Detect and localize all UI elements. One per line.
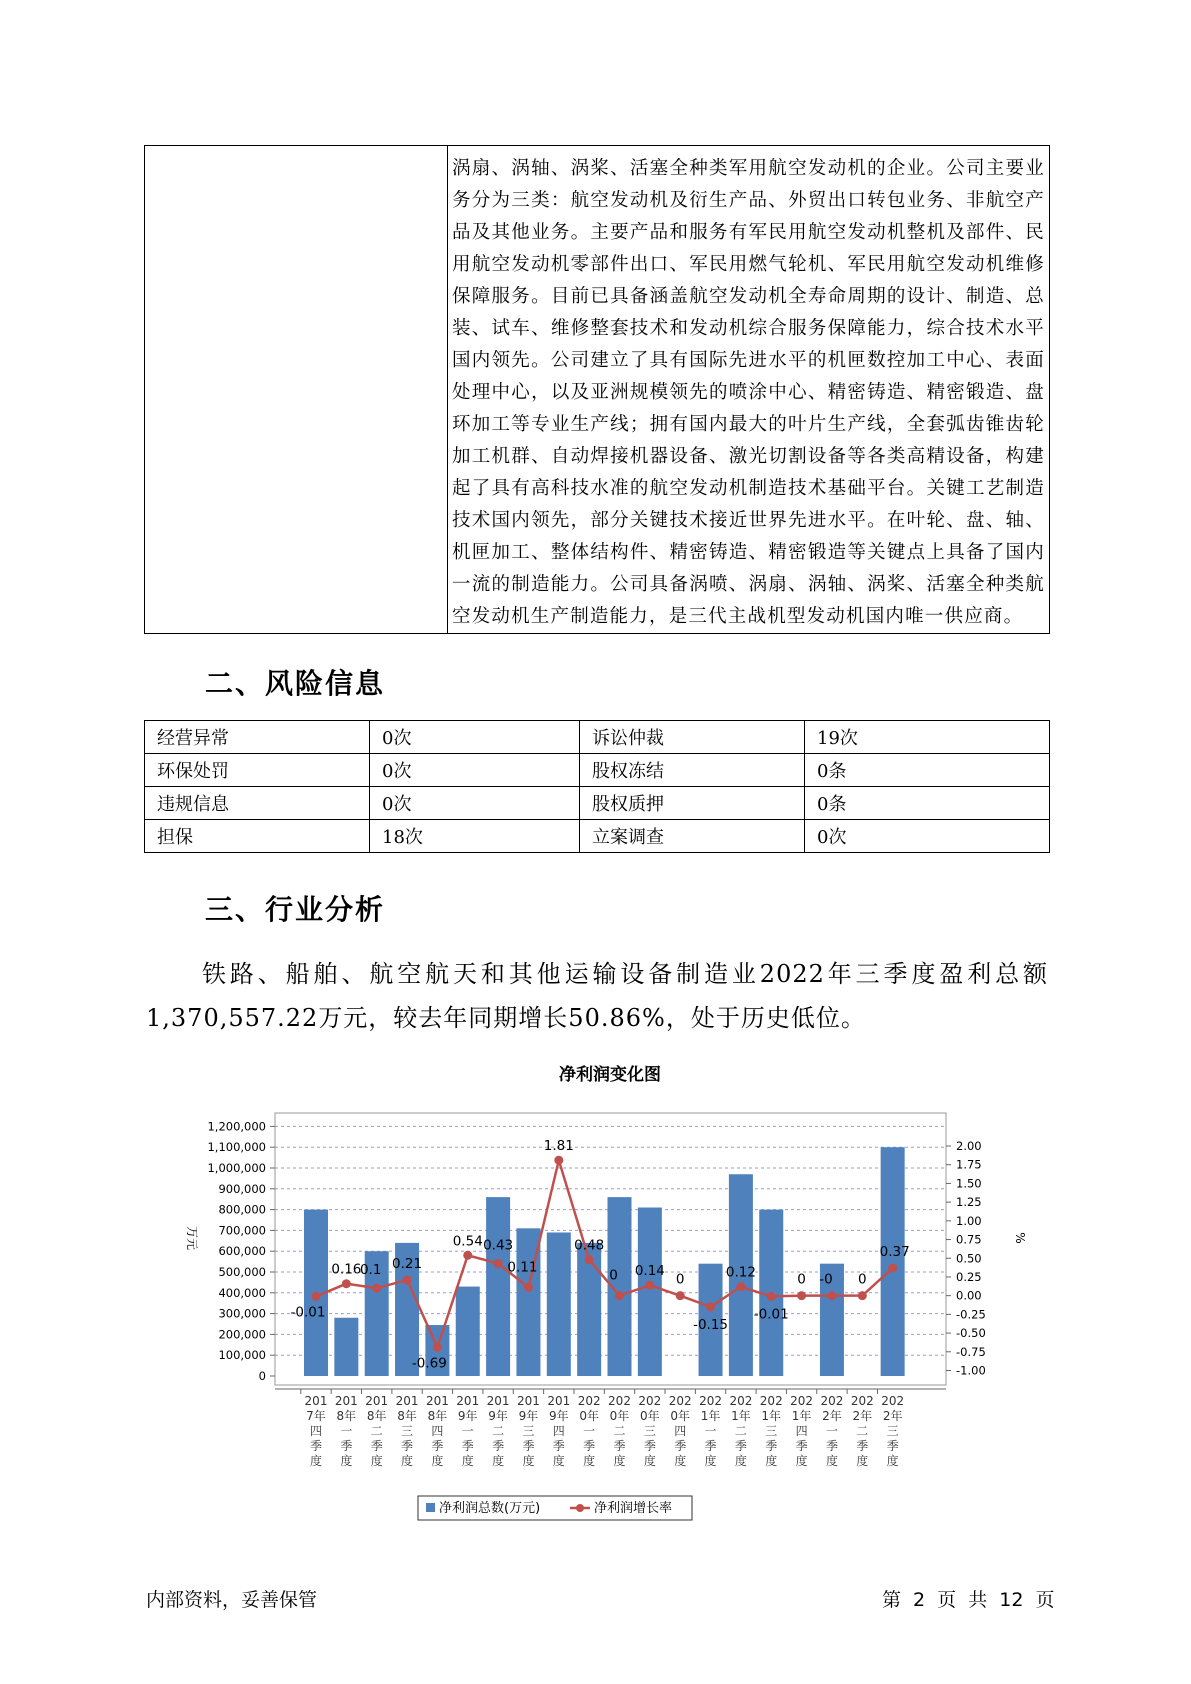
x-tick-label: 201 8年四季度	[425, 1394, 449, 1468]
x-tick-label: 201 9年四季度	[547, 1394, 571, 1468]
risk-label: 股权冻结	[580, 754, 805, 787]
intro-left-cell	[145, 146, 448, 634]
x-tick-label: 202 0年二季度	[608, 1394, 631, 1468]
x-tick-label: 202 1年三季度	[759, 1394, 783, 1468]
x-tick-label: 202 2年三季度	[881, 1394, 905, 1468]
growth-data-label: 0.11	[507, 1259, 538, 1276]
table-row	[145, 754, 1050, 787]
growth-data-label: 0	[609, 1267, 618, 1284]
y2-tick-label: 1.00	[956, 1213, 982, 1228]
growth-data-label: 1.81	[543, 1138, 574, 1155]
bar	[456, 1287, 480, 1376]
growth-point	[736, 1282, 745, 1291]
growth-data-label: 0.14	[634, 1263, 665, 1280]
growth-data-label: 0	[858, 1271, 867, 1288]
growth-data-label: -0	[819, 1271, 833, 1288]
footer-confidential: 内部资料，妥善保管	[146, 1589, 318, 1611]
y2-tick-label: 0.00	[956, 1288, 982, 1303]
x-tick-label: 202 2年一季度	[820, 1394, 844, 1468]
growth-data-label: 0.12	[725, 1264, 756, 1281]
growth-point	[524, 1283, 533, 1292]
growth-point	[494, 1259, 503, 1268]
growth-point	[858, 1291, 867, 1300]
y2-tick-label: 0.50	[956, 1251, 982, 1266]
x-tick-label: 201 8年一季度	[334, 1394, 358, 1468]
risk-label: 立案调查	[580, 820, 805, 853]
x-tick-label: 201 7年四季度	[304, 1394, 328, 1468]
y-tick-label: 1,200,000	[207, 1119, 266, 1134]
risk-value: 0次	[805, 820, 1050, 853]
y2-tick-label: 0.75	[956, 1232, 982, 1247]
y2-tick-label: 1.25	[956, 1195, 982, 1210]
x-tick-label: 202 0年一季度	[577, 1394, 601, 1468]
intro-right-cell	[448, 146, 1050, 634]
y-tick-label: 800,000	[218, 1202, 266, 1217]
chart-title: 净利润变化图	[559, 1065, 661, 1085]
risk-value: 0次	[370, 787, 580, 820]
growth-data-label: -0.01	[753, 1306, 789, 1323]
y-tick-label: 300,000	[218, 1306, 266, 1321]
y2-axis-label: %	[1013, 1232, 1027, 1244]
growth-data-label: 0.16	[331, 1261, 362, 1278]
bar	[547, 1232, 571, 1376]
company-intro-text: 涡扇、涡轴、涡桨、活塞全种类军用航空发动机的企业。公司主要业务分为三类：航空发动机及衍生产品、外贸出口转包业务、非航空产品及其他业务。主要产品和服务有军民用航空发动机整机及部件、民用航空发动机零部件出口、军民用燃气轮机、军民用航空发动机维修保障服务。目前已具备涵盖航空发动机全寿命周期的设计、制造、总装、试车、维修整套技术和发动机综合服务保障能力，综合技术水平国内领先。公司建立了具有国际先进水平的机匣数控加工中心、表面处理中心，以及亚洲规模领先的喷涂中心、精密铸造、精密锻造、盘环加工等专业生产线；拥有国内最大的叶片生产线，全套弧齿锥齿轮加工机群、自动焊接机器设备、激光切割设备等各类高精设备，构建起了具有高科技水准的航空发动机制造技术基础平台。关键工艺制造技术国内领先，部分关键技术接近世界先进水平。在叶轮、盘、轴、机匣加工、整体结构件、精密铸造、精密锻造等关键点上具备了国内一流的制造能力。公司具备涡喷、涡扇、涡轴、涡桨、活塞全种类航空发动机生产制造能力，是三代主战机型发动机国内唯一供应商。	[452, 158, 1045, 627]
table-row	[145, 721, 1050, 754]
table-row	[145, 787, 1050, 820]
y2-tick-label: -0.75	[956, 1344, 986, 1359]
growth-data-label: 0	[675, 1271, 685, 1288]
risk-label: 环保处罚	[145, 754, 370, 787]
y2-tick-label: 0.25	[956, 1269, 982, 1284]
legend-line-label: 净利润增长率	[594, 1501, 673, 1516]
growth-point	[676, 1291, 685, 1300]
risk-label: 违规信息	[145, 787, 370, 820]
section-title-risk: 二、风险信息	[205, 667, 386, 700]
growth-data-label: 0.37	[879, 1243, 910, 1260]
growth-point	[888, 1263, 897, 1272]
growth-data-label: -0.01	[290, 1304, 326, 1321]
risk-value: 0次	[370, 754, 580, 787]
growth-data-label: 0.1	[359, 1262, 382, 1279]
company-intro-table	[144, 145, 1050, 634]
y-tick-label: 1,000,000	[207, 1161, 266, 1175]
x-tick-label: 202 1年二季度	[729, 1394, 753, 1468]
y-axis-label: 万元	[185, 1225, 199, 1251]
risk-label: 诉讼仲裁	[580, 721, 805, 754]
x-tick-label: 201 9年二季度	[486, 1394, 510, 1468]
risk-label: 经营异常	[145, 721, 370, 754]
y-tick-label: 100,000	[218, 1348, 266, 1363]
growth-point	[797, 1291, 806, 1300]
growth-point	[312, 1292, 321, 1301]
y-tick-label: 200,000	[218, 1327, 266, 1342]
risk-value: 0次	[370, 721, 580, 754]
risk-value: 0条	[805, 754, 1050, 787]
y2-tick-label: -1.00	[956, 1363, 986, 1378]
x-tick-label: 201 8年三季度	[395, 1394, 419, 1468]
growth-data-label: 0.54	[452, 1233, 483, 1250]
x-tick-label: 201 8年二季度	[365, 1394, 389, 1468]
growth-point	[403, 1275, 412, 1284]
y2-tick-label: -0.50	[956, 1326, 986, 1341]
x-tick-label: 202 0年三季度	[638, 1394, 662, 1468]
risk-value: 18次	[370, 820, 580, 853]
growth-point	[645, 1281, 654, 1290]
risk-value: 0条	[805, 787, 1050, 820]
growth-data-label: -0.15	[693, 1316, 729, 1333]
y2-tick-label: 2.00	[956, 1139, 982, 1153]
x-tick-label: 201 9年三季度	[516, 1394, 540, 1468]
y-tick-label: 900,000	[218, 1181, 266, 1196]
x-tick-label: 201 9年一季度	[456, 1394, 480, 1468]
growth-point	[827, 1291, 836, 1300]
risk-info-table	[144, 720, 1050, 853]
growth-point	[585, 1255, 594, 1264]
x-tick-label: 202 2年二季度	[850, 1394, 874, 1468]
growth-point	[463, 1251, 472, 1260]
bar	[334, 1318, 358, 1376]
table-row	[145, 820, 1050, 853]
bar	[638, 1208, 662, 1376]
legend-bar-label: 净利润总数(万元)	[439, 1501, 541, 1516]
growth-data-label: 0	[797, 1271, 806, 1288]
growth-point	[372, 1284, 381, 1293]
industry-paragraph: 铁路、船舶、航空航天和其他运输设备制造业2022年三季度盈利总额1,370,557.22万元，较去年同期增长50.86%，处于历史低位。	[146, 960, 1048, 1032]
growth-data-label: 0.21	[392, 1255, 423, 1272]
section-title-industry: 三、行业分析	[205, 893, 386, 926]
x-tick-label: 202 0年四季度	[668, 1394, 692, 1468]
legend-line-marker	[576, 1504, 584, 1512]
growth-point	[767, 1292, 776, 1301]
y-tick-label: 400,000	[218, 1285, 266, 1300]
bar	[486, 1197, 510, 1376]
y-tick-label: 600,000	[218, 1244, 266, 1259]
growth-point	[342, 1279, 351, 1288]
growth-point	[706, 1302, 715, 1311]
net-profit-chart	[160, 1060, 1040, 1540]
y-tick-label: 500,000	[218, 1265, 266, 1279]
growth-data-label: 0.48	[574, 1237, 605, 1254]
growth-point	[554, 1156, 563, 1165]
y2-tick-label: 1.75	[956, 1157, 982, 1172]
y2-tick-label: -0.25	[956, 1307, 986, 1322]
growth-data-label: -0.69	[411, 1355, 447, 1372]
footer-page-number: 第 2 页 共 12 页	[882, 1589, 1055, 1611]
risk-label: 股权质押	[580, 787, 805, 820]
growth-data-label: 0.43	[483, 1237, 514, 1254]
risk-value: 19次	[805, 721, 1050, 754]
legend-bar-swatch	[426, 1503, 435, 1512]
x-tick-label: 202 1年一季度	[699, 1394, 723, 1468]
y-tick-label: 700,000	[218, 1223, 266, 1238]
x-tick-label: 202 1年四季度	[790, 1394, 814, 1468]
risk-label: 担保	[145, 820, 370, 853]
y2-tick-label: 1.50	[956, 1176, 982, 1191]
y-tick-label: 1,100,000	[207, 1140, 266, 1155]
growth-point	[615, 1291, 624, 1300]
y-tick-label: 0	[258, 1369, 266, 1383]
bar	[881, 1147, 905, 1376]
growth-point	[433, 1343, 442, 1352]
